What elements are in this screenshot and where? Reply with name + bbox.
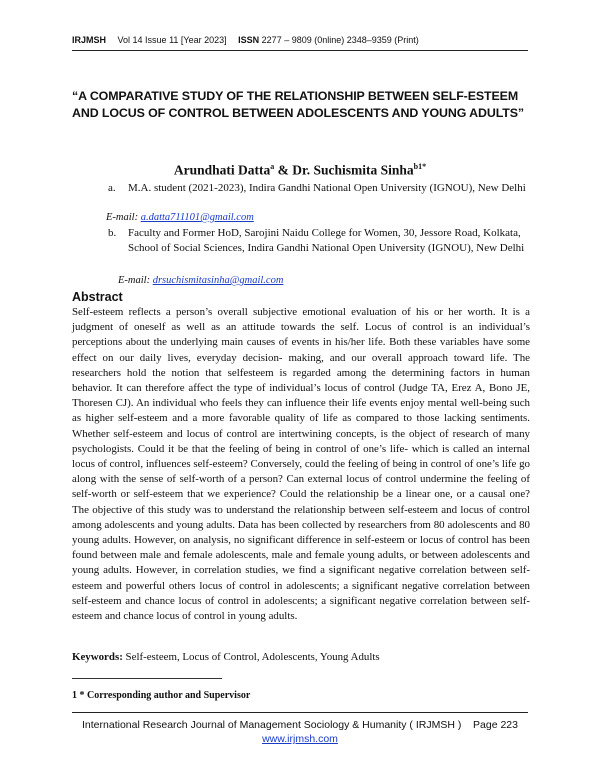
footnote-text: Corresponding author and Supervisor — [87, 690, 251, 701]
affiliation-b-text: Faculty and Former HoD, Sarojini Naidu College for Women, 30, Jessore Road, Kolkata, School of Social Sciences, Indira Gandhi National Open University (IGNOU), New Delhi — [128, 227, 525, 254]
keywords-label: Keywords: — [72, 651, 123, 663]
author-2-sup: b1* — [413, 162, 427, 171]
issn-label: ISSN — [238, 35, 260, 45]
author-1: Arundhati Datta — [173, 162, 271, 178]
email-a-link[interactable]: a.datta711101@gmail.com — [140, 212, 254, 223]
email-b-line — [118, 275, 283, 286]
volume-issue: Vol 14 Issue 11 [Year 2023] — [117, 35, 227, 45]
affiliation-a-label: a. — [108, 182, 116, 194]
affiliation-a — [108, 181, 530, 196]
journal-website-link[interactable]: www.irjmsh.com — [262, 733, 338, 745]
issn-value: 2277 – 9809 (0nline) 2348–9359 (Print) — [261, 35, 419, 45]
author-1-sup: a — [270, 162, 275, 171]
journal-abbrev: IRJMSH — [72, 35, 107, 45]
page-footer — [0, 718, 600, 746]
footer-rule — [72, 712, 528, 713]
abstract-heading: Abstract — [72, 290, 123, 304]
paper-title: “A COMPARATIVE STUDY OF THE RELATIONSHIP BETWEEN SELF-ESTEEM AND LOCUS OF CONTROL BETWEEN ADOLESCENTS AND YOUNG ADULTS” — [72, 89, 524, 120]
affiliation-b — [108, 226, 530, 255]
affiliation-a-text: M.A. student (2021-2023), Indira Gandhi National Open University (IGNOU), New Delhi — [128, 182, 526, 194]
page-number: Page 223 — [473, 719, 518, 731]
footnote-rule — [72, 678, 222, 679]
email-a-label: E-mail: — [106, 212, 139, 223]
email-a-line — [106, 212, 254, 223]
author-connector: & — [274, 162, 293, 178]
abstract-body: Self-esteem reflects a person’s overall subjective emotional evaluation of his or her worth. It is a judgment of oneself as well as an attitude towards the self. Locus of control is an individual’s perceptions about the underlying main causes of events in his/her life. Both these variables have some effect on our daily lives, everyday decision- making, and our overall approach toward life. The researchers hold the notion that selfesteem is regarded among the determining factors in human behavior. It can therefore affect the type of individual’s locus of control (Judge TA, Erez A, Bono JE, Thoresen CJ). An individual who feels they can influence their life events enjoy mental well-being such as higher self-esteem and a more favorable quality of life as compared to those lacking sentiments. Whether self-esteem and locus of control are intertwining concepts, is the object of research of many psychologists. Could it be that the feeling of being in control of one’s life- which is called an internal locus of control, influences self-esteem? Conversely, could the feeling of being in control of one’s life go along with the sense of self-worth of a person? Can external locus of control undermine the feeling of self-worth or self-esteem that we experience? Could the relationship be a linear one, or a causal one? The objective of this study was to understand the relationship between self-esteem and locus of control among adolescents and young adults. Data has been collected by researchers from 80 adolescents and 80 young adults. However, on analysis, no significant difference in self-esteem or locus of control has been found between male and female adolescents, male and female young adults, or between adolescents and young adults. However, in correlation studies, we find a significant negative correlation between self-esteem and powerful others locus of control in adolescents; a significant negative correlation between self-esteem and chance locus of control in adolescents; a significant negative correlation between self-esteem and chance locus of control in young adults. — [72, 306, 530, 623]
keywords-text: Self-esteem, Locus of Control, Adolescents, Young Adults — [122, 651, 380, 663]
email-b-link[interactable]: drsuchismitasinha@gmail.com — [152, 275, 284, 286]
footnote — [72, 690, 250, 701]
footer-journal-name: International Research Journal of Management Sociology & Humanity ( IRJMSH ) — [82, 719, 462, 731]
email-b-label: E-mail: — [118, 275, 151, 286]
running-header — [72, 35, 542, 45]
author-2: Dr. Suchismita Sinha — [292, 162, 414, 178]
footnote-mark: 1 * — [72, 690, 85, 701]
author-line — [0, 162, 600, 179]
keywords-line — [72, 651, 380, 663]
affiliation-b-label: b. — [108, 227, 117, 239]
header-rule — [72, 50, 528, 51]
